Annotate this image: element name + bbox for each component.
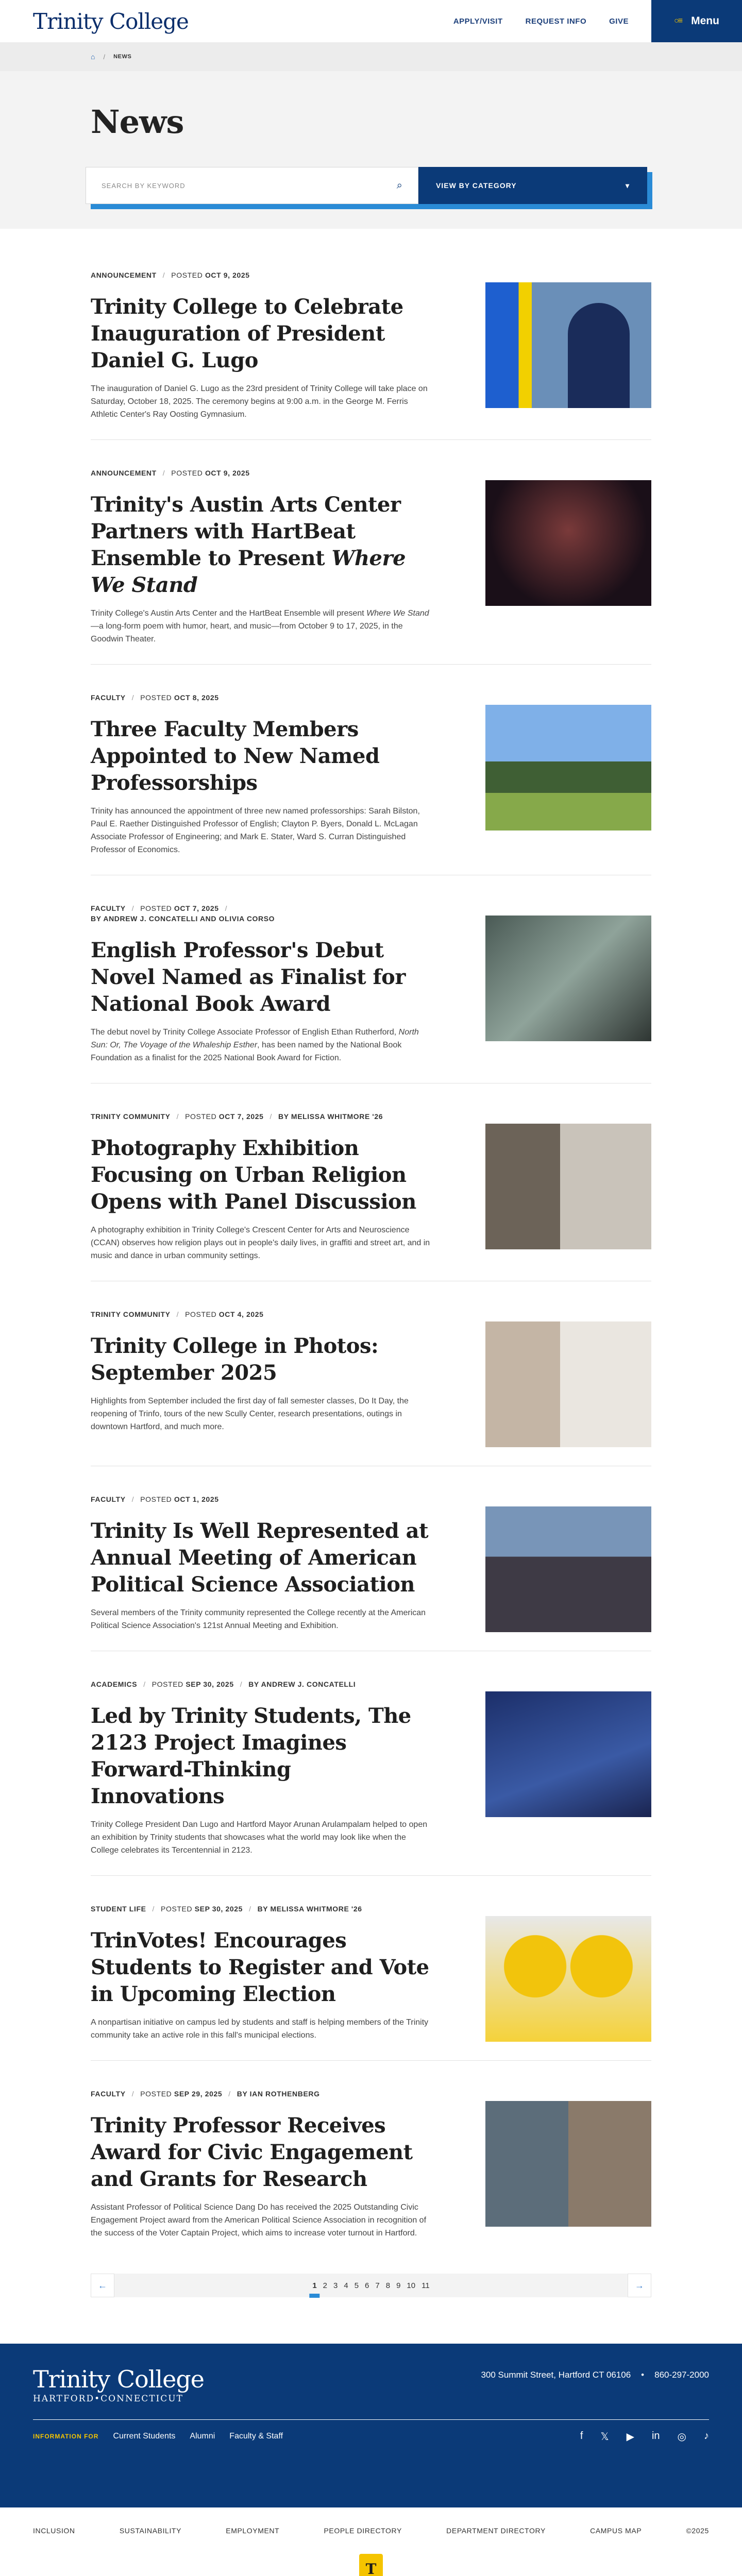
x-icon[interactable]: 𝕏 bbox=[600, 2431, 609, 2443]
news-text bbox=[91, 1494, 431, 1632]
summary-text: Trinity College's Austin Arts Center and the HartBeat Ensemble will present bbox=[91, 609, 367, 618]
footer-contact bbox=[481, 2370, 709, 2419]
footer-top bbox=[33, 2344, 709, 2420]
meta-separator: / bbox=[131, 1495, 134, 1503]
next-page-arrow-icon[interactable]: → bbox=[628, 2274, 651, 2297]
news-item bbox=[91, 468, 651, 665]
youtube-icon[interactable]: ▶ bbox=[626, 2431, 634, 2443]
news-image[interactable] bbox=[485, 1506, 651, 1632]
meta-separator: / bbox=[269, 1112, 273, 1121]
news-image[interactable] bbox=[485, 1321, 651, 1447]
news-text bbox=[91, 1309, 431, 1447]
footer-bottom bbox=[33, 2420, 709, 2453]
footer-link-inclusion[interactable]: INCLUSION bbox=[33, 2527, 75, 2535]
news-byline: BY ANDREW J. CONCATELLI bbox=[248, 1680, 356, 1688]
news-date: SEP 30, 2025 bbox=[185, 1680, 234, 1688]
page-number[interactable]: 2 bbox=[323, 2281, 328, 2290]
news-item bbox=[91, 2089, 651, 2258]
news-title[interactable]: Led by Trinity Students, The 2123 Project Imagines Forward-Thinking Innovations bbox=[91, 1704, 411, 1808]
news-byline: BY ANDREW J. CONCATELLI AND OLIVIA CORSO bbox=[91, 914, 275, 923]
news-summary: Trinity has announced the appointment of three new named professorships: Sarah Bilston, Paul E. Raether Distinguished Professor of English; Clayton P. Byers, Donald L. McLagan Associate Professor of Engineering; and Mark E. Stater, Ward S. Curran Distinguished Professor of Economics. bbox=[91, 807, 420, 854]
news-category[interactable]: FACULTY bbox=[91, 904, 126, 912]
news-meta bbox=[91, 1309, 431, 1319]
news-image[interactable] bbox=[485, 1691, 651, 1817]
news-image[interactable] bbox=[485, 1124, 651, 1249]
news-text bbox=[91, 1679, 431, 1857]
category-label: VIEW BY CATEGORY bbox=[436, 181, 517, 190]
news-title[interactable]: TrinVotes! Encourages Students to Register and Vote in Upcoming Election bbox=[91, 1928, 429, 2006]
footer-brand: Trinity College bbox=[33, 2365, 205, 2393]
news-category[interactable]: STUDENT LIFE bbox=[91, 1905, 146, 1913]
news-summary: Several members of the Trinity community represented the College recently at the American Political Science Association's 121st Annual Meeting and Exhibition. bbox=[91, 1608, 426, 1630]
news-title[interactable] bbox=[91, 492, 431, 599]
page-number[interactable]: 8 bbox=[385, 2281, 391, 2290]
news-title[interactable]: Trinity College in Photos: September 2025 bbox=[91, 1334, 379, 1385]
news-date: OCT 4, 2025 bbox=[218, 1310, 264, 1318]
footer-address: 300 Summit Street, Hartford CT 06106 bbox=[481, 2370, 631, 2380]
news-category[interactable]: TRINITY COMMUNITY bbox=[91, 1310, 171, 1318]
news-category[interactable]: TRINITY COMMUNITY bbox=[91, 1112, 171, 1121]
footer-phone[interactable]: 860-297-2000 bbox=[654, 2370, 709, 2380]
news-date: OCT 9, 2025 bbox=[205, 469, 250, 477]
news-image[interactable] bbox=[485, 2101, 651, 2227]
news-title[interactable]: Trinity College to Celebrate Inauguration of President Daniel G. Lugo bbox=[91, 295, 403, 372]
search-icon[interactable]: ⌕ bbox=[396, 179, 402, 191]
posted-label: POSTED bbox=[140, 2090, 172, 2098]
breadcrumb-current: NEWS bbox=[113, 54, 132, 60]
meta-separator: / bbox=[143, 1680, 146, 1688]
news-byline: BY IAN ROTHENBERG bbox=[237, 2090, 320, 2098]
page-number[interactable]: 7 bbox=[375, 2281, 380, 2290]
news-summary bbox=[91, 1026, 431, 1064]
footer-link-department-directory[interactable]: DEPARTMENT DIRECTORY bbox=[446, 2527, 546, 2535]
social-links bbox=[563, 2430, 709, 2443]
page-number[interactable]: 6 bbox=[365, 2281, 369, 2290]
news-date: SEP 29, 2025 bbox=[174, 2090, 223, 2098]
breadcrumb bbox=[0, 42, 742, 71]
linkedin-icon[interactable]: in bbox=[651, 2430, 660, 2442]
news-category[interactable]: FACULTY bbox=[91, 1495, 126, 1503]
meta-separator: / bbox=[162, 271, 165, 279]
page-number[interactable]: 4 bbox=[344, 2281, 348, 2290]
posted-label: POSTED bbox=[185, 1112, 217, 1121]
page-title: News bbox=[91, 103, 184, 141]
meta-separator: / bbox=[131, 2090, 134, 2098]
summary-italic: Where We Stand bbox=[366, 609, 429, 618]
posted-label: POSTED bbox=[140, 693, 172, 702]
news-text bbox=[91, 2089, 431, 2240]
facebook-icon[interactable]: f bbox=[580, 2430, 583, 2442]
news-summary bbox=[91, 607, 431, 646]
news-image[interactable] bbox=[485, 480, 651, 606]
news-meta bbox=[91, 2089, 431, 2099]
footer-link-employment[interactable]: EMPLOYMENT bbox=[226, 2527, 280, 2535]
site-logo[interactable]: Trinity College bbox=[33, 8, 189, 34]
summary-text: The debut novel by Trinity College Associate Professor of English Ethan Rutherford, bbox=[91, 1028, 399, 1037]
pagination bbox=[91, 2274, 651, 2297]
posted-label: POSTED bbox=[151, 1680, 183, 1688]
news-title[interactable]: Trinity Is Well Represented at Annual Meeting of American Political Science Association bbox=[91, 1519, 429, 1597]
summary-text: , has been named by the National Book Foundation as a finalist for the 2025 National Book Award for Fiction. bbox=[91, 1041, 402, 1062]
meta-separator: / bbox=[249, 1905, 251, 1913]
meta-separator: / bbox=[131, 693, 134, 702]
news-title[interactable]: English Professor's Debut Novel Named as Finalist for National Book Award bbox=[91, 938, 406, 1016]
posted-label: POSTED bbox=[185, 1310, 217, 1318]
news-date: OCT 7, 2025 bbox=[174, 904, 219, 912]
posted-label: POSTED bbox=[140, 904, 172, 912]
meta-separator: / bbox=[228, 2090, 231, 2098]
news-item bbox=[91, 1111, 651, 1281]
page-number-current[interactable]: 1 bbox=[312, 2281, 317, 2290]
footer bbox=[0, 2344, 742, 2507]
news-date: OCT 8, 2025 bbox=[174, 693, 219, 702]
news-meta bbox=[91, 1494, 431, 1504]
info-for-label: INFORMATION FOR bbox=[33, 2433, 99, 2440]
news-date: OCT 7, 2025 bbox=[218, 1112, 264, 1121]
news-text bbox=[91, 692, 431, 856]
footer-seal bbox=[0, 2554, 742, 2576]
footer-link-campus-map[interactable]: CAMPUS MAP bbox=[590, 2527, 642, 2535]
summary-italic: North Sun: Or, The Voyage of the Whaleship Esther bbox=[91, 1028, 419, 1049]
news-meta bbox=[91, 468, 431, 478]
news-date: OCT 1, 2025 bbox=[174, 1495, 219, 1503]
caret-down-icon: ▾ bbox=[625, 181, 630, 190]
news-byline: BY MELISSA WHITMORE '26 bbox=[257, 1905, 362, 1913]
menu-button[interactable] bbox=[651, 0, 742, 42]
news-item bbox=[91, 1679, 651, 1876]
nav-give[interactable]: GIVE bbox=[609, 16, 629, 26]
news-summary: The inauguration of Daniel G. Lugo as the 23rd president of Trinity College will take place on Saturday, October 18, 2025. The ceremony begins at 9:00 a.m. in the George M. Ferris Athletic Center's Ray Oosting Gymnasium. bbox=[91, 384, 428, 419]
page-numbers bbox=[309, 2274, 432, 2297]
news-meta bbox=[91, 692, 431, 703]
news-summary: A photography exhibition in Trinity College's Crescent Center for Arts and Neuroscience (CCAN) observes how religion plays out in people's daily lives, in graffiti and street art, and in music and dance in urban community settings. bbox=[91, 1226, 430, 1260]
news-meta bbox=[91, 1679, 431, 1689]
meta-separator: / bbox=[225, 904, 228, 912]
search-row bbox=[86, 167, 652, 208]
news-title[interactable]: Three Faculty Members Appointed to New Named Professorships bbox=[91, 717, 380, 795]
footer-links bbox=[0, 2507, 742, 2554]
news-meta bbox=[91, 270, 431, 280]
news-summary: A nonpartisan initiative on campus led by students and staff is helping members of the Trinity community take an active role in this fall's municipal elections. bbox=[91, 2018, 429, 2040]
news-summary: Assistant Professor of Political Science Dang Do has received the 2025 Outstanding Civic Engagement Project award from the American Political Science Association in recognition of the success of the Voter Captain Project, which aims to increase voter turnout in Hartford. bbox=[91, 2203, 427, 2238]
news-meta bbox=[91, 1904, 431, 1914]
footer-tagline: HARTFORD•CONNECTICUT bbox=[33, 2394, 183, 2404]
nav-apply-visit[interactable]: APPLY/VISIT bbox=[453, 16, 503, 26]
news-title-italic: Where We Stand bbox=[91, 546, 406, 597]
news-date: SEP 30, 2025 bbox=[194, 1905, 243, 1913]
footer-copyright: ©2025 bbox=[686, 2527, 709, 2535]
footer-link-people-directory[interactable]: PEOPLE DIRECTORY bbox=[324, 2527, 402, 2535]
news-item bbox=[91, 1309, 651, 1466]
news-title-text: Trinity's Austin Arts Center Partners with HartBeat Ensemble to Present bbox=[91, 493, 401, 570]
footer-link-sustainability[interactable]: SUSTAINABILITY bbox=[119, 2527, 182, 2535]
news-text bbox=[91, 270, 431, 421]
top-nav bbox=[453, 0, 742, 42]
news-summary: Highlights from September included the first day of fall semester classes, Do It Day, the reopening of Trinfo, tours of the new Scully Center, research presentations, outings in downtown Hartford, and much more. bbox=[91, 1397, 409, 1431]
news-text bbox=[91, 903, 431, 1064]
news-item bbox=[91, 1494, 651, 1651]
tiktok-icon[interactable]: ♪ bbox=[704, 2430, 709, 2442]
news-byline: BY MELISSA WHITMORE '26 bbox=[278, 1112, 383, 1121]
info-for-alumni[interactable]: Alumni bbox=[190, 2432, 215, 2441]
meta-separator: / bbox=[240, 1680, 243, 1688]
news-item bbox=[91, 903, 651, 1083]
news-item bbox=[91, 692, 651, 875]
news-meta bbox=[91, 903, 431, 924]
meta-separator: / bbox=[131, 904, 134, 912]
page-number[interactable]: 5 bbox=[354, 2281, 359, 2290]
home-icon[interactable]: ⌂ bbox=[91, 53, 95, 61]
news-image[interactable] bbox=[485, 1916, 651, 2042]
nav-request-info[interactable]: REQUEST INFO bbox=[525, 16, 587, 26]
page-number[interactable]: 3 bbox=[333, 2281, 338, 2290]
college-seal-icon: T bbox=[359, 2554, 383, 2576]
news-title[interactable]: Photography Exhibition Focusing on Urban Religion Opens with Panel Discussion bbox=[91, 1136, 416, 1214]
breadcrumb-separator: / bbox=[103, 53, 106, 61]
category-dropdown[interactable] bbox=[418, 167, 647, 204]
news-date: OCT 9, 2025 bbox=[205, 271, 250, 279]
hero bbox=[0, 71, 742, 229]
news-category[interactable]: ANNOUNCEMENT bbox=[91, 271, 157, 279]
page-number[interactable]: 9 bbox=[396, 2281, 401, 2290]
info-for-faculty-staff[interactable]: Faculty & Staff bbox=[229, 2432, 283, 2441]
menu-label: Menu bbox=[691, 15, 719, 27]
info-for-current-students[interactable]: Current Students bbox=[113, 2432, 176, 2441]
news-text bbox=[91, 1904, 431, 2042]
site-header bbox=[0, 0, 742, 42]
contact-separator: • bbox=[641, 2370, 645, 2380]
meta-separator: / bbox=[176, 1112, 179, 1121]
info-for bbox=[33, 2432, 297, 2441]
news-summary: Trinity College President Dan Lugo and Hartford Mayor Arunan Arulampalam helped to open an exhibition by Trinity students that showcases what the world may look like when the College celebrates its Tercentennial in 2123. bbox=[91, 1820, 428, 1855]
menu-icon: ○≡ bbox=[674, 16, 682, 25]
news-category[interactable]: ANNOUNCEMENT bbox=[91, 469, 157, 477]
posted-label: POSTED bbox=[161, 1905, 193, 1913]
news-list bbox=[91, 229, 651, 2258]
news-text bbox=[91, 1111, 431, 1262]
news-image[interactable] bbox=[485, 916, 651, 1041]
news-item bbox=[91, 270, 651, 440]
news-item bbox=[91, 1904, 651, 2061]
news-category[interactable]: FACULTY bbox=[91, 693, 126, 702]
meta-separator: / bbox=[152, 1905, 155, 1913]
summary-text: —a long-form poem with humor, heart, and music—from October 9 to 17, 2025, in the Goodwin Theater. bbox=[91, 622, 403, 643]
meta-separator: / bbox=[176, 1310, 179, 1318]
instagram-icon[interactable]: ◎ bbox=[677, 2431, 686, 2443]
posted-label: POSTED bbox=[171, 469, 203, 477]
news-category[interactable]: ACADEMICS bbox=[91, 1680, 138, 1688]
search-input[interactable] bbox=[102, 182, 397, 190]
news-text bbox=[91, 468, 431, 646]
meta-separator: / bbox=[162, 469, 165, 477]
news-meta bbox=[91, 1111, 431, 1122]
prev-page-arrow-icon[interactable]: ← bbox=[91, 2274, 114, 2297]
page-number[interactable]: 11 bbox=[421, 2281, 430, 2290]
news-image[interactable] bbox=[485, 705, 651, 831]
footer-logo[interactable] bbox=[33, 2367, 204, 2419]
posted-label: POSTED bbox=[140, 1495, 172, 1503]
page-number[interactable]: 10 bbox=[407, 2281, 416, 2290]
posted-label: POSTED bbox=[171, 271, 203, 279]
news-title[interactable]: Trinity Professor Receives Award for Civic Engagement and Grants for Research bbox=[91, 2113, 413, 2191]
news-category[interactable]: FACULTY bbox=[91, 2090, 126, 2098]
search-box bbox=[86, 167, 418, 204]
news-image[interactable] bbox=[485, 282, 651, 408]
